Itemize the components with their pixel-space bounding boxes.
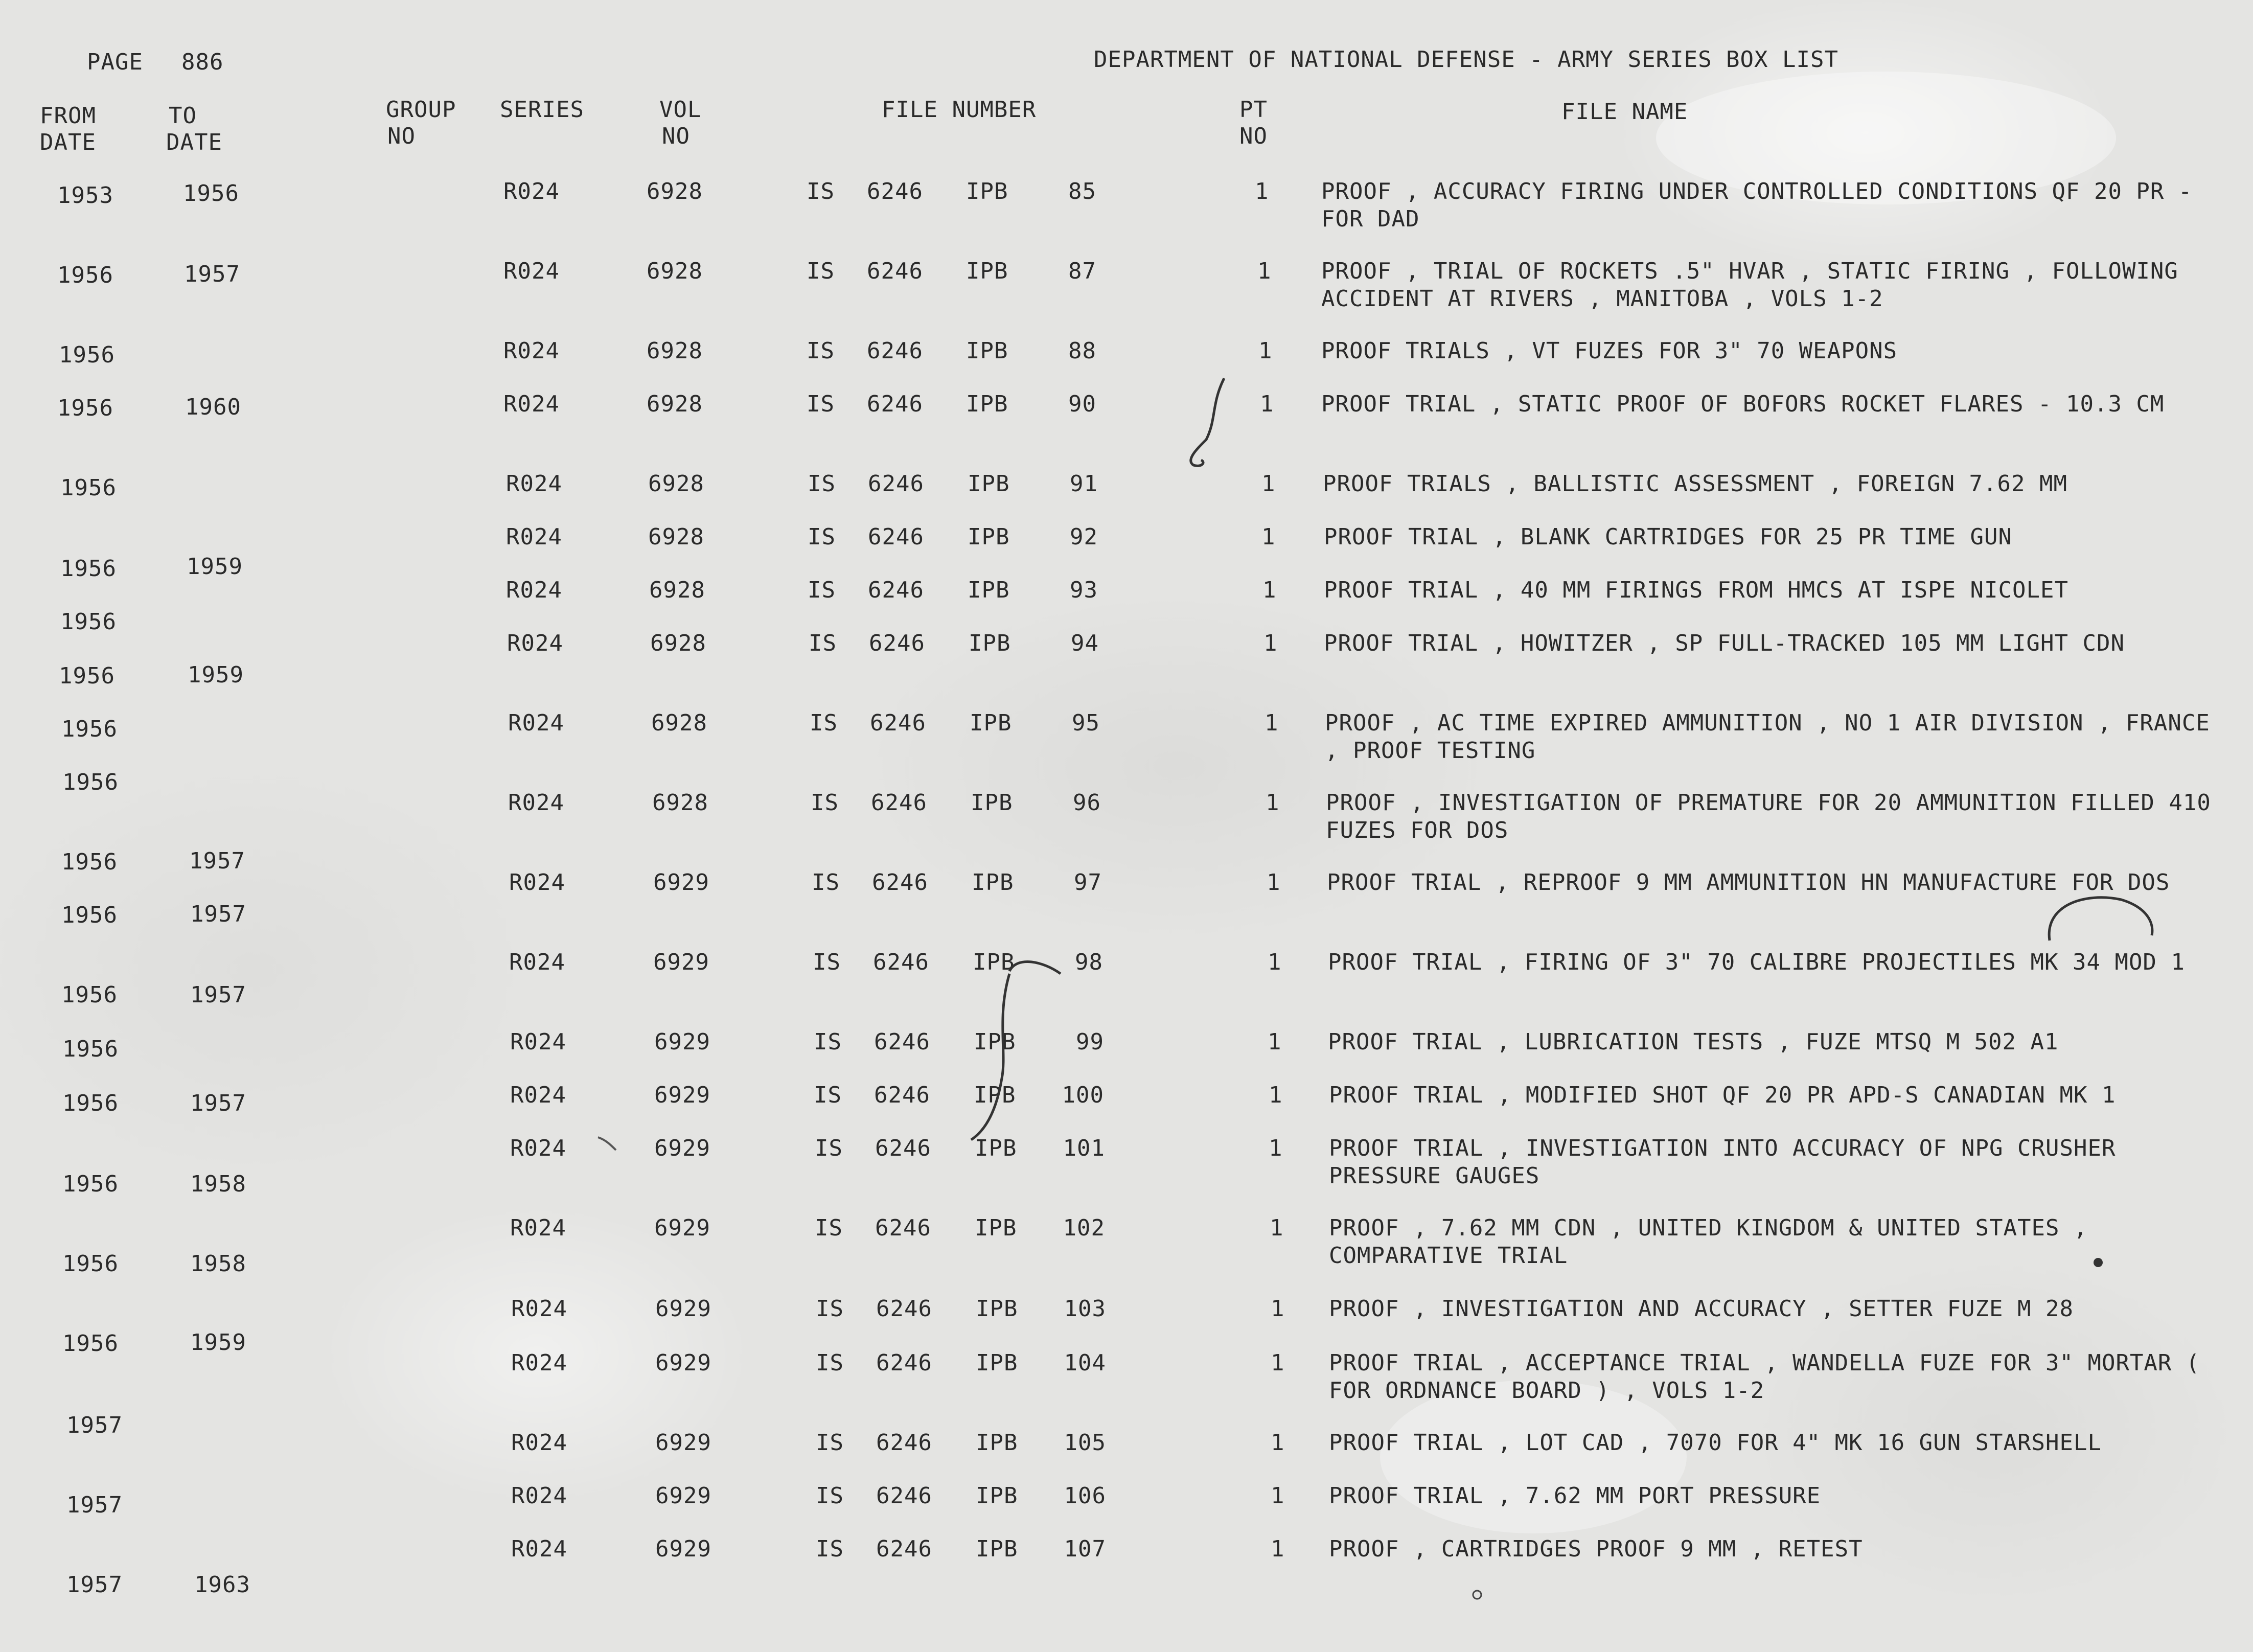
- vol-cell: 6928: [648, 471, 704, 497]
- file-prefix-cell: IS: [811, 790, 839, 816]
- pt-cell: 1: [1268, 949, 1282, 975]
- ink-dot: [1473, 1591, 1481, 1599]
- file-name-cell: PROOF , 7.62 MM CDN , UNITED KINGDOM & UNITED STATES , COMPARATIVE TRIAL: [1329, 1215, 2088, 1269]
- file-num-cell: 6246: [867, 178, 923, 204]
- file-sub-cell: 106: [1064, 1483, 1106, 1509]
- series-cell: R024: [510, 1082, 566, 1108]
- vol-cell: 6929: [654, 1215, 710, 1241]
- file-code-cell: IPB: [976, 1483, 1018, 1509]
- file-prefix-cell: IS: [814, 1082, 842, 1108]
- pt-cell: 1: [1268, 1029, 1282, 1055]
- header-group-no: GROUP: [386, 97, 456, 123]
- file-prefix-cell: IS: [807, 178, 835, 204]
- series-cell: R024: [509, 949, 565, 975]
- pt-cell: 1: [1270, 1215, 1284, 1241]
- file-name-cell: PROOF , INVESTIGATION OF PREMATURE FOR 20 AMMUNITION FILLED 410 FUZES FOR DOS: [1326, 790, 2211, 843]
- vol-cell: 6928: [647, 338, 703, 364]
- pt-cell: 1: [1261, 524, 1276, 550]
- from-date: 1956: [60, 609, 117, 635]
- file-prefix-cell: IS: [813, 949, 841, 975]
- vol-cell: 6928: [647, 258, 703, 284]
- file-sub-cell: 88: [1068, 338, 1096, 364]
- to-date: 1957: [190, 1090, 246, 1116]
- file-code-cell: IPB: [976, 1536, 1018, 1562]
- file-name-cell: PROOF TRIALS , VT FUZES FOR 3" 70 WEAPONS: [1321, 338, 1898, 364]
- vol-cell: 6928: [652, 790, 708, 816]
- file-name-cell: PROOF TRIAL , BLANK CARTRIDGES FOR 25 PR TIME GUN: [1324, 524, 2013, 550]
- from-date: 1957: [66, 1572, 123, 1598]
- file-name-cell: PROOF TRIAL , MODIFIED SHOT QF 20 PR APD-S CANADIAN MK 1: [1329, 1082, 2116, 1108]
- file-num-cell: 6246: [875, 1135, 931, 1161]
- pt-cell: 1: [1271, 1536, 1285, 1562]
- file-num-cell: 6246: [876, 1296, 932, 1322]
- from-date: 1956: [62, 1171, 119, 1197]
- file-name-cell: PROOF , INVESTIGATION AND ACCURACY , SETTER FUZE M 28: [1329, 1296, 2074, 1322]
- file-prefix-cell: IS: [812, 869, 840, 896]
- from-date: 1956: [61, 982, 118, 1008]
- file-code-cell: IPB: [971, 790, 1013, 816]
- file-sub-cell: 90: [1068, 391, 1096, 417]
- file-num-cell: 6246: [867, 391, 923, 417]
- file-code-cell: IPB: [974, 1082, 1016, 1108]
- file-prefix-cell: IS: [816, 1430, 844, 1456]
- vol-cell: 6929: [655, 1430, 711, 1456]
- vol-cell: 6928: [647, 391, 703, 417]
- series-cell: R024: [510, 1135, 566, 1161]
- file-name-cell: PROOF TRIALS , BALLISTIC ASSESSMENT , FOREIGN 7.62 MM: [1323, 471, 2067, 497]
- file-code-cell: IPB: [966, 391, 1008, 417]
- to-date: 1957: [190, 982, 246, 1008]
- file-num-cell: 6246: [876, 1483, 932, 1509]
- file-code-cell: IPB: [968, 524, 1010, 550]
- file-sub-cell: 92: [1070, 524, 1098, 550]
- file-sub-cell: 100: [1062, 1082, 1104, 1108]
- file-name-cell: PROOF , AC TIME EXPIRED AMMUNITION , NO 1 AIR DIVISION , FRANCE , PROOF TESTING: [1325, 710, 2210, 764]
- file-code-cell: IPB: [966, 338, 1008, 364]
- page-number: 886: [181, 49, 224, 75]
- series-cell: R024: [510, 1215, 566, 1241]
- pt-cell: 1: [1261, 471, 1276, 497]
- file-name-cell: PROOF , ACCURACY FIRING UNDER CONTROLLED CONDITIONS QF 20 PR - FOR DAD: [1321, 178, 2193, 232]
- from-date: 1956: [62, 769, 119, 795]
- from-date: 1957: [66, 1492, 123, 1518]
- pen-scribble: [2049, 898, 2152, 940]
- series-cell: R024: [511, 1296, 567, 1322]
- series-cell: R024: [508, 710, 564, 736]
- from-date: 1956: [59, 663, 115, 689]
- file-code-cell: IPB: [974, 1029, 1016, 1055]
- file-name-cell: PROOF TRIAL , INVESTIGATION INTO ACCURACY OF NPG CRUSHER PRESSURE GAUGES: [1329, 1135, 2116, 1189]
- file-name-cell: PROOF TRIAL , STATIC PROOF OF BOFORS ROCKET FLARES - 10.3 CM: [1321, 391, 2165, 417]
- from-date: 1956: [57, 262, 113, 288]
- pen-scribble: [1191, 378, 1224, 466]
- pen-scribble: [598, 1137, 616, 1150]
- header-vol-no: NO: [662, 123, 690, 149]
- file-prefix-cell: IS: [816, 1483, 844, 1509]
- from-date: 1956: [59, 342, 115, 368]
- to-date: 1959: [187, 554, 243, 580]
- file-sub-cell: 91: [1070, 471, 1098, 497]
- series-cell: R024: [507, 630, 563, 656]
- series-cell: R024: [511, 1536, 567, 1562]
- file-sub-cell: 105: [1064, 1430, 1106, 1456]
- header-file-number: FILE NUMBER: [882, 97, 1037, 123]
- pt-cell: 1: [1271, 1483, 1285, 1509]
- series-cell: R024: [509, 869, 565, 896]
- pt-cell: 1: [1260, 391, 1274, 417]
- vol-cell: 6929: [654, 1082, 710, 1108]
- series-cell: R024: [506, 471, 562, 497]
- from-date: 1953: [57, 182, 113, 209]
- file-name-cell: PROOF TRIAL , ACCEPTANCE TRIAL , WANDELLA FUZE FOR 3" MORTAR ( FOR ORDNANCE BOARD ) , VOLS 1-2: [1329, 1350, 2200, 1404]
- pt-cell: 1: [1267, 869, 1281, 896]
- to-date: 1958: [190, 1171, 246, 1197]
- file-name-cell: PROOF TRIAL , 7.62 MM PORT PRESSURE: [1329, 1483, 1821, 1509]
- file-prefix-cell: IS: [815, 1135, 843, 1161]
- from-date: 1956: [60, 475, 117, 501]
- from-date: 1956: [62, 1330, 119, 1357]
- pt-cell: 1: [1269, 1135, 1283, 1161]
- file-num-cell: 6246: [874, 1082, 930, 1108]
- from-date: 1956: [62, 1090, 119, 1116]
- vol-cell: 6928: [647, 178, 703, 204]
- file-sub-cell: 99: [1076, 1029, 1104, 1055]
- file-sub-cell: 93: [1070, 577, 1098, 603]
- series-cell: R024: [506, 524, 562, 550]
- file-num-cell: 6246: [869, 630, 925, 656]
- series-cell: R024: [508, 790, 564, 816]
- vol-cell: 6929: [653, 949, 709, 975]
- file-num-cell: 6246: [868, 577, 924, 603]
- series-cell: R024: [511, 1430, 567, 1456]
- vol-cell: 6928: [648, 524, 704, 550]
- pt-cell: 1: [1271, 1430, 1285, 1456]
- file-name-cell: PROOF TRIAL , 40 MM FIRINGS FROM HMCS AT ISPE NICOLET: [1324, 577, 2068, 603]
- series-cell: R024: [503, 258, 560, 284]
- vol-cell: 6929: [654, 1029, 710, 1055]
- file-num-cell: 6246: [868, 524, 924, 550]
- file-prefix-cell: IS: [807, 258, 835, 284]
- series-cell: R024: [503, 178, 560, 204]
- file-sub-cell: 104: [1064, 1350, 1106, 1376]
- file-name-cell: PROOF TRIAL , HOWITZER , SP FULL-TRACKED 105 MM LIGHT CDN: [1324, 630, 2125, 656]
- vol-cell: 6928: [651, 710, 707, 736]
- from-date: 1956: [60, 556, 117, 582]
- to-date: 1957: [189, 848, 245, 874]
- file-num-cell: 6246: [876, 1536, 932, 1562]
- file-name-cell: PROOF TRIAL , LOT CAD , 7070 FOR 4" MK 16 GUN STARSHELL: [1329, 1430, 2102, 1456]
- pt-cell: 1: [1265, 710, 1279, 736]
- file-code-cell: IPB: [976, 1430, 1018, 1456]
- file-prefix-cell: IS: [810, 710, 838, 736]
- file-sub-cell: 97: [1074, 869, 1102, 896]
- header-file-name: FILE NAME: [1561, 99, 1688, 125]
- file-num-cell: 6246: [872, 869, 928, 896]
- header-to-date: TO: [169, 103, 197, 129]
- file-code-cell: IPB: [966, 258, 1008, 284]
- file-prefix-cell: IS: [808, 577, 836, 603]
- header-from-date: DATE: [40, 129, 96, 155]
- file-name-cell: PROOF , CARTRIDGES PROOF 9 MM , RETEST: [1329, 1536, 1863, 1562]
- file-num-cell: 6246: [873, 949, 929, 975]
- header-pt-no: NO: [1239, 123, 1268, 149]
- file-name-cell: PROOF TRIAL , FIRING OF 3" 70 CALIBRE PROJECTILES MK 34 MOD 1: [1328, 949, 2185, 975]
- file-sub-cell: 85: [1068, 178, 1096, 204]
- file-code-cell: IPB: [968, 471, 1010, 497]
- vol-cell: 6929: [655, 1350, 711, 1376]
- file-prefix-cell: IS: [816, 1296, 844, 1322]
- from-date: 1956: [62, 1036, 119, 1062]
- header-pt-no: PT: [1239, 97, 1268, 123]
- file-code-cell: IPB: [966, 178, 1008, 204]
- from-date: 1956: [62, 1251, 119, 1277]
- file-prefix-cell: IS: [814, 1029, 842, 1055]
- header-from-date: FROM: [40, 103, 96, 129]
- to-date: 1957: [190, 901, 246, 927]
- file-code-cell: IPB: [975, 1135, 1017, 1161]
- file-prefix-cell: IS: [807, 338, 835, 364]
- file-num-cell: 6246: [874, 1029, 930, 1055]
- from-date: 1957: [66, 1412, 123, 1438]
- file-sub-cell: 107: [1064, 1536, 1106, 1562]
- header-to-date: DATE: [166, 129, 222, 155]
- file-sub-cell: 87: [1068, 258, 1096, 284]
- file-sub-cell: 95: [1072, 710, 1100, 736]
- file-code-cell: IPB: [976, 1296, 1018, 1322]
- series-cell: R024: [503, 338, 560, 364]
- from-date: 1956: [61, 849, 118, 875]
- header-vol-no: VOL: [659, 97, 702, 123]
- series-cell: R024: [511, 1350, 567, 1376]
- file-num-cell: 6246: [876, 1430, 932, 1456]
- to-date: 1957: [184, 261, 240, 287]
- file-prefix-cell: IS: [816, 1536, 844, 1562]
- page-title: DEPARTMENT OF NATIONAL DEFENSE - ARMY SERIES BOX LIST: [1094, 47, 1838, 73]
- file-num-cell: 6246: [871, 790, 927, 816]
- file-num-cell: 6246: [875, 1215, 931, 1241]
- vol-cell: 6928: [650, 630, 706, 656]
- header-series: SERIES: [500, 97, 584, 123]
- vol-cell: 6929: [653, 869, 709, 896]
- file-prefix-cell: IS: [807, 391, 835, 417]
- to-date: 1963: [194, 1572, 250, 1598]
- file-name-cell: PROOF TRIAL , REPROOF 9 MM AMMUNITION HN MANUFACTURE FOR DOS: [1327, 869, 2170, 896]
- file-sub-cell: 101: [1063, 1135, 1105, 1161]
- to-date: 1959: [190, 1329, 246, 1356]
- from-date: 1956: [61, 902, 118, 928]
- file-prefix-cell: IS: [809, 630, 837, 656]
- series-cell: R024: [506, 577, 562, 603]
- series-cell: R024: [511, 1483, 567, 1509]
- file-code-cell: IPB: [973, 949, 1015, 975]
- pt-cell: 1: [1258, 338, 1273, 364]
- to-date: 1958: [190, 1251, 246, 1277]
- file-prefix-cell: IS: [808, 471, 836, 497]
- file-name-cell: PROOF , TRIAL OF ROCKETS .5" HVAR , STATIC FIRING , FOLLOWING ACCIDENT AT RIVERS , MANITOBA , VOLS 1-2: [1321, 258, 2178, 312]
- file-sub-cell: 96: [1073, 790, 1101, 816]
- file-name-cell: PROOF TRIAL , LUBRICATION TESTS , FUZE MTSQ M 502 A1: [1328, 1029, 2059, 1055]
- file-num-cell: 6246: [867, 338, 923, 364]
- series-cell: R024: [510, 1029, 566, 1055]
- pt-cell: 1: [1271, 1350, 1285, 1376]
- pt-cell: 1: [1257, 258, 1272, 284]
- pt-cell: 1: [1266, 790, 1280, 816]
- file-prefix-cell: IS: [815, 1215, 843, 1241]
- file-code-cell: IPB: [968, 577, 1010, 603]
- to-date: 1956: [183, 180, 239, 206]
- file-prefix-cell: IS: [808, 524, 836, 550]
- file-code-cell: IPB: [976, 1350, 1018, 1376]
- from-date: 1956: [57, 395, 113, 421]
- pt-cell: 1: [1255, 178, 1269, 204]
- pt-cell: 1: [1263, 630, 1278, 656]
- file-code-cell: IPB: [969, 630, 1011, 656]
- file-code-cell: IPB: [972, 869, 1014, 896]
- file-sub-cell: 102: [1063, 1215, 1105, 1241]
- header-group-no: NO: [387, 123, 416, 149]
- file-num-cell: 6246: [876, 1350, 932, 1376]
- series-cell: R024: [503, 391, 560, 417]
- file-prefix-cell: IS: [816, 1350, 844, 1376]
- file-sub-cell: 103: [1064, 1296, 1106, 1322]
- file-sub-cell: 98: [1075, 949, 1103, 975]
- vol-cell: 6929: [655, 1536, 711, 1562]
- vol-cell: 6929: [655, 1483, 711, 1509]
- file-code-cell: IPB: [970, 710, 1012, 736]
- vol-cell: 6929: [654, 1135, 710, 1161]
- pt-cell: 1: [1271, 1296, 1285, 1322]
- file-code-cell: IPB: [975, 1215, 1017, 1241]
- vol-cell: 6929: [655, 1296, 711, 1322]
- file-sub-cell: 94: [1071, 630, 1099, 656]
- file-num-cell: 6246: [870, 710, 926, 736]
- to-date: 1959: [188, 662, 244, 688]
- pt-cell: 1: [1269, 1082, 1283, 1108]
- file-num-cell: 6246: [868, 471, 924, 497]
- file-num-cell: 6246: [867, 258, 923, 284]
- page-label: PAGE: [87, 49, 143, 75]
- pt-cell: 1: [1262, 577, 1277, 603]
- from-date: 1956: [61, 716, 118, 742]
- vol-cell: 6928: [649, 577, 705, 603]
- to-date: 1960: [185, 394, 241, 420]
